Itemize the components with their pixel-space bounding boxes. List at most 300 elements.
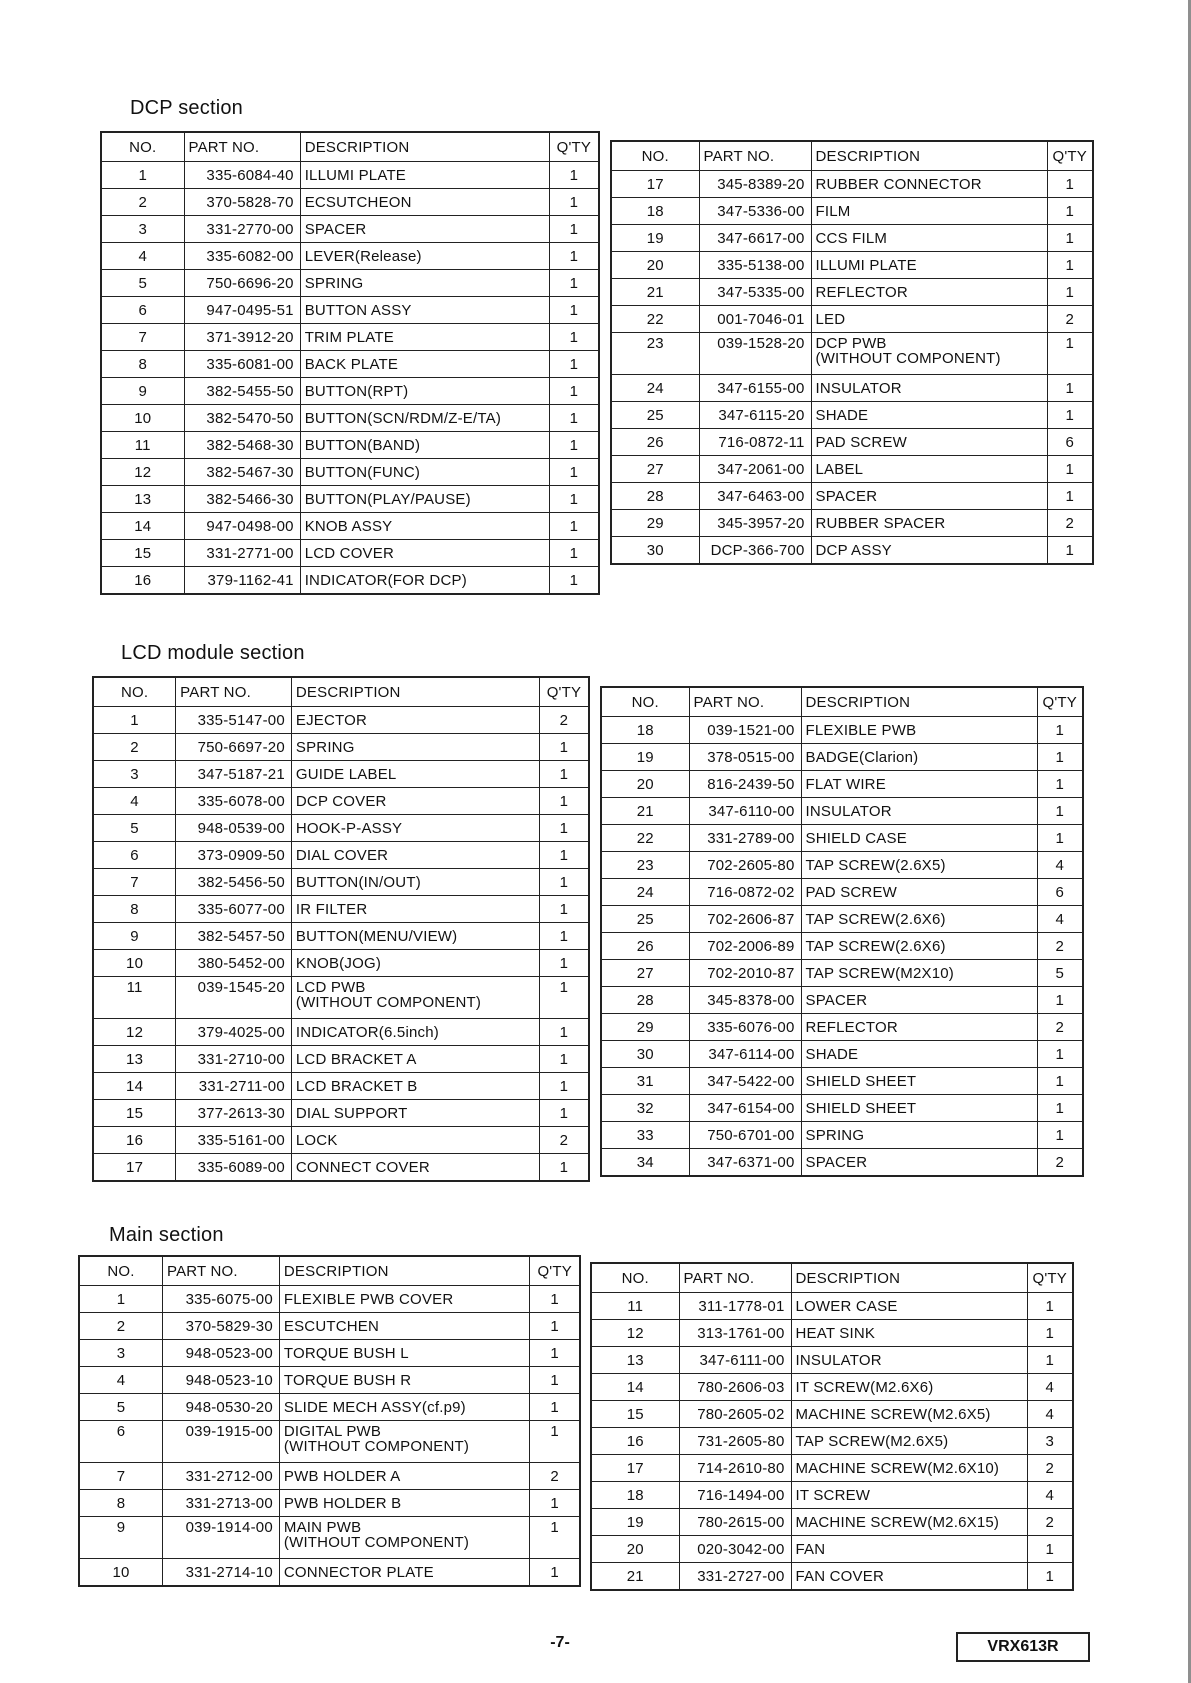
quantity: 1 (539, 815, 589, 842)
quantity: 1 (549, 216, 599, 243)
dcp-parts-table-left (100, 131, 600, 595)
quantity: 1 (539, 761, 589, 788)
item-number: 7 (79, 1463, 163, 1490)
item-number: 13 (101, 486, 184, 513)
part-number: 948-0530-20 (163, 1394, 280, 1421)
quantity: 1 (539, 1046, 589, 1073)
part-description: LABEL (811, 456, 1047, 483)
part-number: 331-2712-00 (163, 1463, 280, 1490)
part-number: 948-0539-00 (176, 815, 292, 842)
lcd-parts-table-left (92, 676, 590, 1182)
part-number: 702-2606-87 (689, 906, 801, 933)
table-row (591, 1536, 1073, 1563)
quantity: 1 (539, 950, 589, 977)
table-row (79, 1340, 580, 1367)
part-number: 382-5467-30 (184, 459, 300, 486)
quantity: 1 (530, 1490, 580, 1517)
table-row (611, 510, 1093, 537)
quantity: 1 (1027, 1320, 1073, 1347)
quantity: 6 (1047, 429, 1093, 456)
item-number: 19 (601, 744, 689, 771)
part-description: SHADE (801, 1041, 1037, 1068)
table-row (101, 243, 599, 270)
quantity: 3 (1027, 1428, 1073, 1455)
column-header-description: DESCRIPTION (801, 687, 1037, 717)
quantity: 1 (549, 513, 599, 540)
quantity: 1 (549, 567, 599, 595)
table-row (101, 297, 599, 324)
quantity: 1 (1047, 483, 1093, 510)
part-number: 335-6076-00 (689, 1014, 801, 1041)
column-header-description: DESCRIPTION (300, 132, 549, 162)
part-description: INDICATOR(FOR DCP) (300, 567, 549, 595)
item-number: 28 (601, 987, 689, 1014)
part-description: FLEXIBLE PWB COVER (279, 1286, 530, 1313)
part-number: 750-6697-20 (176, 734, 292, 761)
part-description: LCD PWB (WITHOUT COMPONENT) (291, 977, 539, 1019)
item-number: 20 (591, 1536, 679, 1563)
part-description: FAN COVER (791, 1563, 1027, 1591)
item-number: 2 (101, 189, 184, 216)
part-description: SPRING (291, 734, 539, 761)
quantity: 1 (549, 243, 599, 270)
quantity: 1 (530, 1313, 580, 1340)
column-header-no: NO. (93, 677, 176, 707)
item-number: 33 (601, 1122, 689, 1149)
table-row (611, 252, 1093, 279)
item-number: 8 (101, 351, 184, 378)
table-row (591, 1455, 1073, 1482)
part-number: 780-2605-02 (679, 1401, 791, 1428)
quantity: 1 (539, 1100, 589, 1127)
table-header-row (601, 687, 1083, 717)
item-number: 5 (93, 815, 176, 842)
quantity: 1 (530, 1340, 580, 1367)
table-row (601, 906, 1083, 933)
quantity: 1 (539, 896, 589, 923)
table-row (611, 429, 1093, 456)
table-row (79, 1421, 580, 1463)
part-description: TRIM PLATE (300, 324, 549, 351)
part-description: LCD BRACKET A (291, 1046, 539, 1073)
table-row (591, 1563, 1073, 1591)
item-number: 16 (101, 567, 184, 595)
part-number: 716-0872-02 (689, 879, 801, 906)
item-number: 16 (93, 1127, 176, 1154)
part-number: 714-2610-80 (679, 1455, 791, 1482)
table-row (93, 788, 589, 815)
quantity: 1 (1047, 375, 1093, 402)
table-row (93, 1154, 589, 1182)
table-row (601, 1095, 1083, 1122)
item-number: 3 (79, 1340, 163, 1367)
part-number: 780-2615-00 (679, 1509, 791, 1536)
column-header-qty: Q'TY (530, 1256, 580, 1286)
part-number: 716-1494-00 (679, 1482, 791, 1509)
part-number: 702-2605-80 (689, 852, 801, 879)
table-row (611, 225, 1093, 252)
table-row (601, 825, 1083, 852)
column-header-qty: Q'TY (1047, 141, 1093, 171)
table-row (101, 405, 599, 432)
table-row (601, 933, 1083, 960)
part-description: SHADE (811, 402, 1047, 429)
item-number: 16 (591, 1428, 679, 1455)
quantity: 1 (1047, 537, 1093, 565)
part-description: PAD SCREW (811, 429, 1047, 456)
item-number: 17 (591, 1455, 679, 1482)
item-number: 18 (591, 1482, 679, 1509)
table-row (93, 869, 589, 896)
part-number: 373-0909-50 (176, 842, 292, 869)
item-number: 30 (611, 537, 699, 565)
part-number: 347-6115-20 (699, 402, 811, 429)
part-description: INSULATOR (811, 375, 1047, 402)
part-number: 331-2770-00 (184, 216, 300, 243)
table-row (79, 1313, 580, 1340)
item-number: 19 (611, 225, 699, 252)
part-description: CONNECTOR PLATE (279, 1559, 530, 1587)
column-header-no: NO. (591, 1263, 679, 1293)
quantity: 1 (530, 1517, 580, 1559)
item-number: 12 (591, 1320, 679, 1347)
item-number: 14 (93, 1073, 176, 1100)
quantity: 5 (1037, 960, 1083, 987)
part-number: 380-5452-00 (176, 950, 292, 977)
item-number: 18 (611, 198, 699, 225)
item-number: 1 (101, 162, 184, 189)
part-number: 335-6078-00 (176, 788, 292, 815)
part-description: BUTTON(FUNC) (300, 459, 549, 486)
quantity: 1 (549, 351, 599, 378)
part-description: DCP COVER (291, 788, 539, 815)
column-header-qty: Q'TY (1027, 1263, 1073, 1293)
part-number: 750-6696-20 (184, 270, 300, 297)
part-description: MACHINE SCREW(M2.6X15) (791, 1509, 1027, 1536)
table-row (101, 378, 599, 405)
part-description: BACK PLATE (300, 351, 549, 378)
table-row (101, 513, 599, 540)
item-number: 6 (101, 297, 184, 324)
item-number: 25 (611, 402, 699, 429)
part-description: SPACER (300, 216, 549, 243)
table-row (601, 744, 1083, 771)
part-description: TAP SCREW(M2X10) (801, 960, 1037, 987)
part-description: LOCK (291, 1127, 539, 1154)
part-description: TORQUE BUSH L (279, 1340, 530, 1367)
item-number: 5 (101, 270, 184, 297)
part-number: 311-1778-01 (679, 1293, 791, 1320)
part-number: 001-7046-01 (699, 306, 811, 333)
item-number: 26 (601, 933, 689, 960)
part-description: MACHINE SCREW(M2.6X5) (791, 1401, 1027, 1428)
quantity: 1 (539, 1154, 589, 1182)
quantity: 1 (1037, 1068, 1083, 1095)
table-header-row (591, 1263, 1073, 1293)
part-description: BUTTON(MENU/VIEW) (291, 923, 539, 950)
column-header-no: NO. (611, 141, 699, 171)
quantity: 1 (549, 378, 599, 405)
table-row (611, 456, 1093, 483)
quantity: 1 (549, 324, 599, 351)
table-row (611, 333, 1093, 375)
item-number: 13 (591, 1347, 679, 1374)
table-row (591, 1293, 1073, 1320)
table-row (601, 798, 1083, 825)
quantity: 2 (1047, 306, 1093, 333)
item-number: 13 (93, 1046, 176, 1073)
part-number: 716-0872-11 (699, 429, 811, 456)
table-row (93, 1127, 589, 1154)
part-number: 345-3957-20 (699, 510, 811, 537)
table-row (93, 815, 589, 842)
part-description: KNOB(JOG) (291, 950, 539, 977)
table-row (101, 486, 599, 513)
quantity: 1 (1027, 1536, 1073, 1563)
part-description: SPRING (801, 1122, 1037, 1149)
part-number: 335-6084-40 (184, 162, 300, 189)
quantity: 2 (1037, 933, 1083, 960)
part-number: 345-8378-00 (689, 987, 801, 1014)
part-description: EJECTOR (291, 707, 539, 734)
quantity: 1 (1037, 1041, 1083, 1068)
item-number: 4 (93, 788, 176, 815)
quantity: 1 (549, 297, 599, 324)
main-section-title: Main section (109, 1224, 224, 1246)
part-description: SPACER (801, 1149, 1037, 1177)
item-number: 1 (79, 1286, 163, 1313)
table-row (101, 270, 599, 297)
item-number: 6 (79, 1421, 163, 1463)
part-number: 020-3042-00 (679, 1536, 791, 1563)
item-number: 22 (601, 825, 689, 852)
part-number: 347-5336-00 (699, 198, 811, 225)
quantity: 1 (539, 923, 589, 950)
page-number: -7- (550, 1634, 570, 1651)
part-number: 331-2714-10 (163, 1559, 280, 1587)
item-number: 9 (79, 1517, 163, 1559)
column-header-description: DESCRIPTION (279, 1256, 530, 1286)
quantity: 1 (1047, 456, 1093, 483)
table-row (601, 1014, 1083, 1041)
quantity: 1 (530, 1421, 580, 1463)
part-number: 379-4025-00 (176, 1019, 292, 1046)
part-number: 335-5138-00 (699, 252, 811, 279)
item-number: 5 (79, 1394, 163, 1421)
item-number: 1 (93, 707, 176, 734)
part-description: FLEXIBLE PWB (801, 717, 1037, 744)
table-row (101, 162, 599, 189)
table-row (601, 771, 1083, 798)
item-number: 27 (611, 456, 699, 483)
table-row (93, 950, 589, 977)
part-number: 335-6089-00 (176, 1154, 292, 1182)
part-description: INSULATOR (801, 798, 1037, 825)
quantity: 1 (549, 459, 599, 486)
part-description: HEAT SINK (791, 1320, 1027, 1347)
item-number: 4 (79, 1367, 163, 1394)
part-description: REFLECTOR (811, 279, 1047, 306)
table-row (93, 977, 589, 1019)
part-number: 313-1761-00 (679, 1320, 791, 1347)
lcd-section-title: LCD module section (121, 642, 305, 664)
item-number: 2 (79, 1313, 163, 1340)
item-number: 27 (601, 960, 689, 987)
part-description: BUTTON(IN/OUT) (291, 869, 539, 896)
item-number: 26 (611, 429, 699, 456)
part-number: 377-2613-30 (176, 1100, 292, 1127)
quantity: 4 (1027, 1482, 1073, 1509)
part-number: 335-6082-00 (184, 243, 300, 270)
table-row (611, 279, 1093, 306)
item-number: 15 (93, 1100, 176, 1127)
item-number: 25 (601, 906, 689, 933)
quantity: 1 (1037, 744, 1083, 771)
quantity: 1 (1037, 771, 1083, 798)
table-header-row (101, 132, 599, 162)
part-description: TAP SCREW(2.6X5) (801, 852, 1037, 879)
main-parts-table-right (590, 1262, 1074, 1591)
table-row (591, 1374, 1073, 1401)
table-row (611, 402, 1093, 429)
dcp-section-title: DCP section (130, 97, 243, 119)
part-number: 702-2010-87 (689, 960, 801, 987)
item-number: 2 (93, 734, 176, 761)
column-header-part-no: PART NO. (679, 1263, 791, 1293)
part-number: 347-6463-00 (699, 483, 811, 510)
table-row (601, 987, 1083, 1014)
item-number: 30 (601, 1041, 689, 1068)
table-row (611, 483, 1093, 510)
part-number: 331-2713-00 (163, 1490, 280, 1517)
table-row (591, 1428, 1073, 1455)
part-number: 371-3912-20 (184, 324, 300, 351)
part-number: 335-5161-00 (176, 1127, 292, 1154)
quantity: 2 (1027, 1509, 1073, 1536)
part-number: 039-1521-00 (689, 717, 801, 744)
part-number: 039-1914-00 (163, 1517, 280, 1559)
item-number: 4 (101, 243, 184, 270)
table-row (601, 879, 1083, 906)
part-number: 347-5335-00 (699, 279, 811, 306)
item-number: 20 (611, 252, 699, 279)
quantity: 1 (549, 189, 599, 216)
item-number: 34 (601, 1149, 689, 1177)
part-number: 378-0515-00 (689, 744, 801, 771)
part-description: PWB HOLDER A (279, 1463, 530, 1490)
quantity: 1 (549, 270, 599, 297)
column-header-qty: Q'TY (549, 132, 599, 162)
main-parts-table-left (78, 1255, 581, 1587)
item-number: 21 (601, 798, 689, 825)
quantity: 1 (1037, 1122, 1083, 1149)
item-number: 29 (611, 510, 699, 537)
table-row (601, 1068, 1083, 1095)
quantity: 1 (530, 1367, 580, 1394)
quantity: 1 (539, 977, 589, 1019)
dcp-parts-table-right (610, 140, 1094, 565)
part-description: INDICATOR(6.5inch) (291, 1019, 539, 1046)
quantity: 2 (1047, 510, 1093, 537)
item-number: 8 (79, 1490, 163, 1517)
quantity: 1 (539, 869, 589, 896)
part-number: 347-5422-00 (689, 1068, 801, 1095)
table-row (79, 1463, 580, 1490)
table-header-row (611, 141, 1093, 171)
table-row (101, 324, 599, 351)
quantity: 1 (1047, 402, 1093, 429)
quantity: 1 (1037, 717, 1083, 744)
item-number: 15 (101, 540, 184, 567)
table-row (79, 1286, 580, 1313)
item-number: 24 (611, 375, 699, 402)
quantity: 1 (530, 1394, 580, 1421)
table-row (93, 734, 589, 761)
part-description: RUBBER SPACER (811, 510, 1047, 537)
part-number: 347-6371-00 (689, 1149, 801, 1177)
part-description: PAD SCREW (801, 879, 1037, 906)
table-row (93, 761, 589, 788)
item-number: 23 (611, 333, 699, 375)
item-number: 11 (93, 977, 176, 1019)
part-number: 039-1528-20 (699, 333, 811, 375)
table-row (79, 1490, 580, 1517)
quantity: 4 (1027, 1374, 1073, 1401)
quantity: 1 (1027, 1347, 1073, 1374)
table-row (591, 1482, 1073, 1509)
table-row (591, 1347, 1073, 1374)
part-number: 382-5468-30 (184, 432, 300, 459)
table-row (611, 306, 1093, 333)
quantity: 1 (539, 1073, 589, 1100)
table-row (611, 171, 1093, 198)
table-row (93, 707, 589, 734)
item-number: 15 (591, 1401, 679, 1428)
part-description: FILM (811, 198, 1047, 225)
table-row (93, 1046, 589, 1073)
table-row (101, 216, 599, 243)
part-number: 331-2789-00 (689, 825, 801, 852)
part-description: FAN (791, 1536, 1027, 1563)
part-number: 731-2605-80 (679, 1428, 791, 1455)
part-number: 347-6617-00 (699, 225, 811, 252)
part-description: DIAL SUPPORT (291, 1100, 539, 1127)
part-number: 948-0523-00 (163, 1340, 280, 1367)
part-number: 948-0523-10 (163, 1367, 280, 1394)
table-row (93, 842, 589, 869)
quantity: 1 (1047, 198, 1093, 225)
item-number: 14 (101, 513, 184, 540)
item-number: 17 (93, 1154, 176, 1182)
quantity: 2 (1037, 1149, 1083, 1177)
item-number: 10 (101, 405, 184, 432)
part-description: SHIELD SHEET (801, 1095, 1037, 1122)
part-number: 750-6701-00 (689, 1122, 801, 1149)
column-header-description: DESCRIPTION (791, 1263, 1027, 1293)
item-number: 22 (611, 306, 699, 333)
part-description: ILLUMI PLATE (811, 252, 1047, 279)
column-header-description: DESCRIPTION (811, 141, 1047, 171)
item-number: 21 (611, 279, 699, 306)
part-description: KNOB ASSY (300, 513, 549, 540)
item-number: 20 (601, 771, 689, 798)
item-number: 28 (611, 483, 699, 510)
part-description: IT SCREW(M2.6X6) (791, 1374, 1027, 1401)
part-description: MACHINE SCREW(M2.6X10) (791, 1455, 1027, 1482)
part-description: INSULATOR (791, 1347, 1027, 1374)
part-description: BUTTON ASSY (300, 297, 549, 324)
part-description: RUBBER CONNECTOR (811, 171, 1047, 198)
